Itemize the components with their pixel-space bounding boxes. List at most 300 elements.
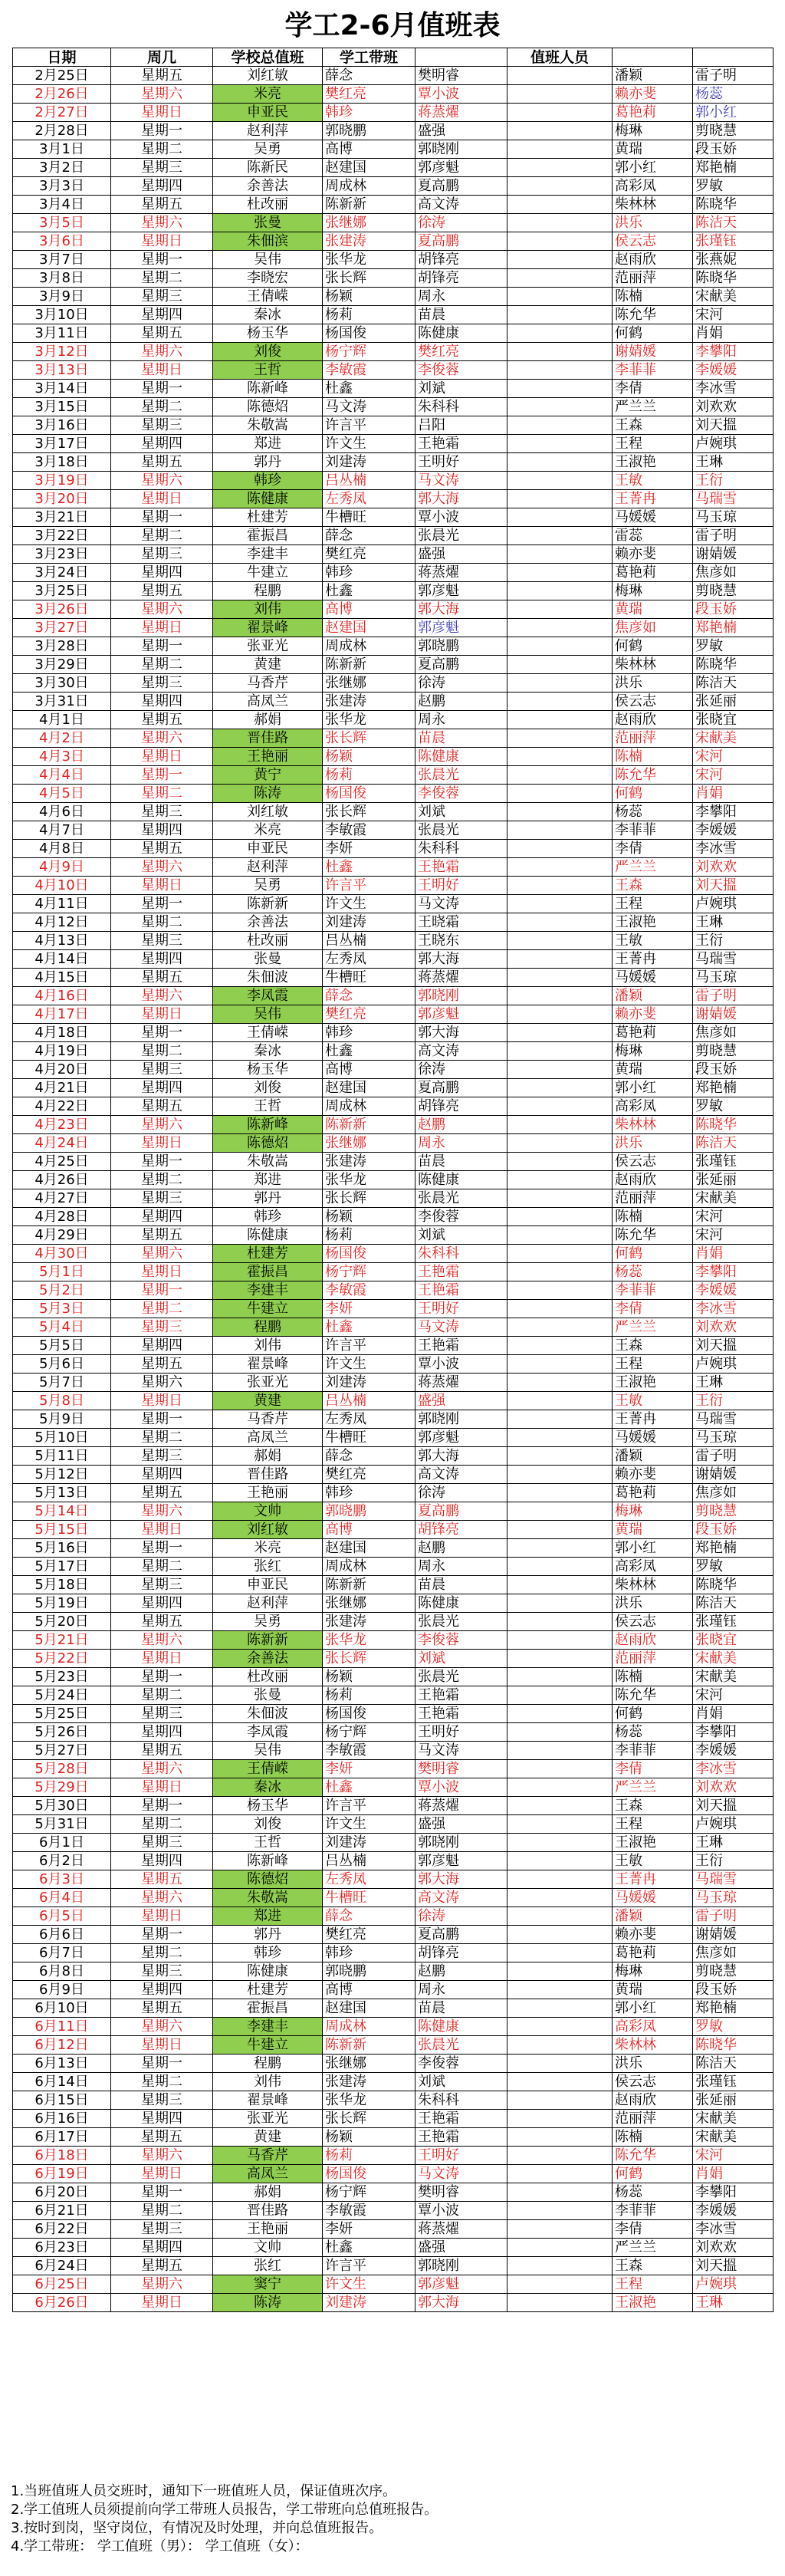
cell-staff: 李冰雪 <box>693 840 774 858</box>
cell-blank <box>507 1466 613 1484</box>
cell-staff: 葛艳莉 <box>613 104 693 122</box>
cell-staff: 马玉琼 <box>693 969 774 987</box>
cell-school-duty: 赵利萍 <box>213 1594 323 1613</box>
cell-leader: 韩珍 <box>323 564 415 582</box>
cell-date: 6月4日 <box>13 1889 111 1907</box>
cell-blank <box>507 564 613 582</box>
cell-blank <box>507 2055 613 2073</box>
cell-staff: 刘欢欢 <box>693 858 774 877</box>
cell-weekday: 星期四 <box>111 2239 213 2257</box>
table-row <box>13 1245 774 1263</box>
cell-staff: 雷子明 <box>693 1907 774 1926</box>
cell-staff: 王衍 <box>693 472 774 490</box>
cell-blank <box>507 343 613 361</box>
cell-staff: 葛艳莉 <box>613 1024 693 1042</box>
cell-staff: 马文涛 <box>415 472 507 490</box>
cell-school-duty: 陈新峰 <box>213 380 323 398</box>
cell-leader: 许文生 <box>323 895 415 913</box>
cell-staff: 赖亦斐 <box>613 1926 693 1944</box>
cell-blank <box>507 1558 613 1576</box>
cell-date: 3月8日 <box>13 269 111 288</box>
cell-staff: 柴林林 <box>613 656 693 674</box>
cell-leader: 李敏霞 <box>323 1281 415 1300</box>
table-row <box>13 2110 774 2128</box>
cell-leader: 张华龙 <box>323 2091 415 2110</box>
cell-staff: 马媛媛 <box>613 508 693 527</box>
cell-weekday: 星期日 <box>111 104 213 122</box>
cell-blank <box>507 85 613 104</box>
cell-school-duty: 朱佃波 <box>213 1705 323 1723</box>
cell-staff: 赵雨欣 <box>613 1631 693 1650</box>
cell-staff: 王森 <box>613 416 693 435</box>
header-blank <box>693 48 774 67</box>
cell-staff: 赵雨欣 <box>613 251 693 269</box>
table-row <box>13 1650 774 1668</box>
cell-staff: 王淑艳 <box>613 1834 693 1852</box>
cell-staff: 谢婧媛 <box>613 343 693 361</box>
table-row <box>13 1668 774 1686</box>
cell-blank <box>507 858 613 877</box>
cell-staff: 雷子明 <box>693 67 774 85</box>
cell-weekday: 星期三 <box>111 1576 213 1594</box>
cell-school-duty: 王哲 <box>213 361 323 380</box>
cell-staff: 王艳霜 <box>415 858 507 877</box>
cell-blank <box>507 1208 613 1226</box>
cell-staff: 郭晓鹏 <box>415 637 507 656</box>
cell-weekday: 星期五 <box>111 1226 213 1245</box>
cell-weekday: 星期四 <box>111 435 213 453</box>
cell-weekday: 星期四 <box>111 1594 213 1613</box>
cell-blank <box>507 1999 613 2018</box>
cell-staff: 王菁冉 <box>613 490 693 508</box>
cell-date: 4月13日 <box>13 932 111 950</box>
cell-staff: 何鹤 <box>613 324 693 343</box>
cell-weekday: 星期日 <box>111 1907 213 1926</box>
cell-leader: 杨国俊 <box>323 1705 415 1723</box>
table-row <box>13 1926 774 1944</box>
cell-school-duty: 米亮 <box>213 85 323 104</box>
cell-school-duty: 杜改丽 <box>213 932 323 950</box>
cell-school-duty: 黄建 <box>213 2128 323 2147</box>
cell-school-duty: 陈新峰 <box>213 1116 323 1134</box>
cell-staff: 夏高鹏 <box>415 232 507 251</box>
table-row <box>13 104 774 122</box>
cell-staff: 郭晓刚 <box>415 2257 507 2275</box>
cell-blank <box>507 269 613 288</box>
cell-staff: 张晨光 <box>415 527 507 545</box>
cell-date: 4月28日 <box>13 1208 111 1226</box>
cell-school-duty: 李晓宏 <box>213 269 323 288</box>
cell-staff: 高文涛 <box>415 196 507 214</box>
cell-staff: 宋献美 <box>693 288 774 306</box>
cell-staff: 王明好 <box>415 453 507 472</box>
cell-leader: 杨莉 <box>323 1686 415 1705</box>
table-row <box>13 324 774 343</box>
cell-weekday: 星期三 <box>111 932 213 950</box>
cell-staff: 葛艳莉 <box>613 564 693 582</box>
cell-leader: 刘建涛 <box>323 1834 415 1852</box>
table-row <box>13 2091 774 2110</box>
cell-staff: 王敏 <box>613 1852 693 1870</box>
cell-staff: 张瑾钰 <box>693 2073 774 2091</box>
cell-leader: 杨宁辉 <box>323 2183 415 2202</box>
cell-leader: 樊红亮 <box>323 85 415 104</box>
table-row <box>13 858 774 877</box>
cell-staff: 蒋蒸燿 <box>415 1374 507 1392</box>
cell-staff: 徐涛 <box>415 1061 507 1079</box>
cell-staff: 胡锋亮 <box>415 269 507 288</box>
cell-staff: 王菁冉 <box>613 1410 693 1429</box>
cell-staff: 徐涛 <box>415 214 507 232</box>
cell-staff: 刘欢欢 <box>693 1778 774 1797</box>
cell-leader: 杜鑫 <box>323 1778 415 1797</box>
cell-blank <box>507 1153 613 1171</box>
cell-weekday: 星期日 <box>111 2294 213 2312</box>
table-row <box>13 1208 774 1226</box>
cell-blank <box>507 1005 613 1024</box>
cell-staff: 潘颖 <box>613 1447 693 1466</box>
cell-blank <box>507 380 613 398</box>
cell-leader: 刘建涛 <box>323 1374 415 1392</box>
cell-weekday: 星期六 <box>111 600 213 619</box>
cell-staff: 李菲菲 <box>613 361 693 380</box>
cell-staff: 陈健康 <box>415 1171 507 1189</box>
cell-staff: 覃小波 <box>415 1778 507 1797</box>
table-row <box>13 527 774 545</box>
cell-blank <box>507 1189 613 1208</box>
cell-leader: 杨宁辉 <box>323 1723 415 1742</box>
cell-weekday: 星期五 <box>111 1999 213 2018</box>
cell-date: 5月3日 <box>13 1300 111 1318</box>
cell-weekday: 星期六 <box>111 343 213 361</box>
cell-staff: 王琳 <box>693 453 774 472</box>
cell-staff: 杨蕊 <box>613 1723 693 1742</box>
cell-staff: 宋河 <box>693 1208 774 1226</box>
cell-weekday: 星期一 <box>111 1410 213 1429</box>
cell-leader: 陈新新 <box>323 656 415 674</box>
header-blank <box>415 48 507 67</box>
cell-date: 3月3日 <box>13 177 111 196</box>
cell-staff: 盛强 <box>415 1815 507 1834</box>
table-row <box>13 1189 774 1208</box>
table-row <box>13 1981 774 1999</box>
cell-school-duty: 余善法 <box>213 177 323 196</box>
table-row <box>13 1281 774 1300</box>
cell-staff: 盛强 <box>415 1392 507 1410</box>
cell-staff: 刘斌 <box>415 380 507 398</box>
cell-school-duty: 吴伟 <box>213 1005 323 1024</box>
cell-staff: 马文涛 <box>415 2165 507 2183</box>
cell-leader: 张建涛 <box>323 693 415 711</box>
cell-weekday: 星期三 <box>111 1834 213 1852</box>
cell-date: 6月19日 <box>13 2165 111 2183</box>
cell-blank <box>507 472 613 490</box>
cell-blank <box>507 2036 613 2055</box>
cell-staff: 剪晓慧 <box>693 1042 774 1061</box>
cell-blank <box>507 288 613 306</box>
cell-school-duty: 陈涛 <box>213 785 323 803</box>
cell-staff: 高彩凤 <box>613 2018 693 2036</box>
cell-school-duty: 杨玉华 <box>213 324 323 343</box>
cell-staff: 肖娟 <box>693 1705 774 1723</box>
cell-blank <box>507 1024 613 1042</box>
cell-staff: 胡锋亮 <box>415 251 507 269</box>
cell-date: 6月11日 <box>13 2018 111 2036</box>
cell-leader: 陈新新 <box>323 1116 415 1134</box>
table-row <box>13 1042 774 1061</box>
cell-leader: 许文生 <box>323 1815 415 1834</box>
cell-date: 5月26日 <box>13 1723 111 1742</box>
cell-leader: 陈新新 <box>323 2036 415 2055</box>
cell-weekday: 星期三 <box>111 545 213 564</box>
cell-staff: 柴林林 <box>613 1576 693 1594</box>
cell-staff: 马文涛 <box>415 895 507 913</box>
cell-date: 3月26日 <box>13 600 111 619</box>
table-row <box>13 1061 774 1079</box>
cell-blank <box>507 969 613 987</box>
cell-staff: 潘颖 <box>613 67 693 85</box>
cell-staff: 王淑艳 <box>613 2294 693 2312</box>
cell-blank <box>507 1116 613 1134</box>
table-row <box>13 508 774 527</box>
cell-staff: 张瑾钰 <box>693 1613 774 1631</box>
cell-date: 4月14日 <box>13 950 111 969</box>
cell-weekday: 星期一 <box>111 637 213 656</box>
cell-staff: 肖娟 <box>693 2165 774 2183</box>
cell-staff: 王淑艳 <box>613 453 693 472</box>
cell-school-duty: 陈新新 <box>213 895 323 913</box>
cell-weekday: 星期日 <box>111 490 213 508</box>
cell-blank <box>507 729 613 748</box>
cell-staff: 苗晨 <box>415 1153 507 1171</box>
cell-weekday: 星期一 <box>111 895 213 913</box>
cell-staff: 王明好 <box>415 1300 507 1318</box>
cell-school-duty: 刘伟 <box>213 600 323 619</box>
cell-blank <box>507 600 613 619</box>
cell-school-duty: 王艳丽 <box>213 1484 323 1502</box>
cell-staff: 徐涛 <box>415 1484 507 1502</box>
cell-weekday: 星期五 <box>111 2128 213 2147</box>
cell-weekday: 星期六 <box>111 1760 213 1778</box>
table-row <box>13 748 774 766</box>
cell-staff: 侯云志 <box>613 2073 693 2091</box>
table-row <box>13 729 774 748</box>
cell-staff: 郑艳楠 <box>693 1079 774 1097</box>
header-weekday: 周几 <box>111 48 213 67</box>
cell-staff: 张晨光 <box>415 1189 507 1208</box>
table-row <box>13 453 774 472</box>
cell-staff: 侯云志 <box>613 232 693 251</box>
cell-weekday: 星期日 <box>111 1392 213 1410</box>
table-row <box>13 1944 774 1962</box>
cell-date: 5月24日 <box>13 1686 111 1705</box>
cell-staff: 王艳霜 <box>415 1686 507 1705</box>
cell-leader: 樊红亮 <box>323 1466 415 1484</box>
cell-staff: 夏高鹏 <box>415 1502 507 1521</box>
cell-school-duty: 陈新新 <box>213 1631 323 1650</box>
cell-staff: 王菁冉 <box>613 1870 693 1889</box>
table-row <box>13 711 774 729</box>
cell-leader: 赵建国 <box>323 159 415 177</box>
cell-school-duty: 郝娟 <box>213 2183 323 2202</box>
cell-blank <box>507 693 613 711</box>
cell-staff: 宋河 <box>693 748 774 766</box>
cell-leader: 薛念 <box>323 987 415 1005</box>
cell-staff: 王艳霜 <box>415 1705 507 1723</box>
cell-leader: 张建涛 <box>323 1153 415 1171</box>
cell-leader: 张长辉 <box>323 1189 415 1208</box>
cell-date: 6月24日 <box>13 2257 111 2275</box>
table-row <box>13 637 774 656</box>
cell-staff: 宋河 <box>693 1226 774 1245</box>
cell-staff: 梅琳 <box>613 1042 693 1061</box>
cell-date: 5月13日 <box>13 1484 111 1502</box>
cell-staff: 陈晓华 <box>693 1576 774 1594</box>
cell-weekday: 星期六 <box>111 85 213 104</box>
cell-staff: 马媛媛 <box>613 1889 693 1907</box>
cell-blank <box>507 1907 613 1926</box>
cell-blank <box>507 2073 613 2091</box>
cell-staff: 焦彦如 <box>693 1024 774 1042</box>
cell-staff: 夏高鹏 <box>415 1079 507 1097</box>
cell-staff: 高彩凤 <box>613 177 693 196</box>
cell-blank <box>507 2275 613 2294</box>
cell-school-duty: 李建丰 <box>213 545 323 564</box>
cell-staff: 黄瑞 <box>613 140 693 159</box>
cell-leader: 高博 <box>323 140 415 159</box>
cell-blank <box>507 1097 613 1116</box>
cell-weekday: 星期六 <box>111 1502 213 1521</box>
cell-weekday: 星期五 <box>111 2257 213 2275</box>
table-row <box>13 67 774 85</box>
table-row <box>13 877 774 895</box>
cell-weekday: 星期一 <box>111 1024 213 1042</box>
table-row <box>13 2055 774 2073</box>
cell-leader: 周成林 <box>323 1558 415 1576</box>
cell-blank <box>507 619 613 637</box>
cell-school-duty: 吴勇 <box>213 1613 323 1631</box>
cell-staff: 赵鹏 <box>415 1539 507 1558</box>
table-row <box>13 159 774 177</box>
cell-staff: 苗晨 <box>415 729 507 748</box>
cell-weekday: 星期四 <box>111 950 213 969</box>
cell-blank <box>507 877 613 895</box>
cell-staff: 焦彦如 <box>693 1484 774 1502</box>
cell-blank <box>507 1484 613 1502</box>
cell-staff: 李俊蓉 <box>415 1631 507 1650</box>
cell-date: 6月12日 <box>13 2036 111 2055</box>
cell-staff: 赵雨欣 <box>613 1171 693 1189</box>
cell-staff: 谢婧媛 <box>693 1005 774 1024</box>
table-row <box>13 1410 774 1429</box>
cell-school-duty: 刘红敏 <box>213 1521 323 1539</box>
cell-date: 3月6日 <box>13 232 111 251</box>
cell-blank <box>507 1852 613 1870</box>
cell-staff: 黄瑞 <box>613 1981 693 1999</box>
header-date: 日期 <box>13 48 111 67</box>
cell-date: 5月5日 <box>13 1337 111 1355</box>
cell-staff: 刘天搵 <box>693 416 774 435</box>
cell-blank <box>507 232 613 251</box>
cell-leader: 杨宁辉 <box>323 343 415 361</box>
cell-staff: 张瑾钰 <box>693 1153 774 1171</box>
cell-staff: 侯云志 <box>613 1153 693 1171</box>
cell-staff: 赖亦斐 <box>613 1005 693 1024</box>
cell-weekday: 星期五 <box>111 582 213 600</box>
cell-school-duty: 刘俊 <box>213 343 323 361</box>
cell-date: 6月21日 <box>13 2202 111 2220</box>
cell-staff: 盛强 <box>415 545 507 564</box>
cell-staff: 郑艳楠 <box>693 159 774 177</box>
cell-staff: 柴林林 <box>613 2036 693 2055</box>
cell-staff: 王艳霜 <box>415 435 507 453</box>
cell-weekday: 星期四 <box>111 1723 213 1742</box>
cell-date: 6月8日 <box>13 1962 111 1981</box>
cell-leader: 薛念 <box>323 1447 415 1466</box>
cell-leader: 李妍 <box>323 2220 415 2239</box>
cell-staff: 陈晓华 <box>693 269 774 288</box>
cell-date: 3月10日 <box>13 306 111 324</box>
cell-blank <box>507 1079 613 1097</box>
cell-blank <box>507 324 613 343</box>
cell-staff: 陈健康 <box>415 2018 507 2036</box>
cell-blank <box>507 251 613 269</box>
cell-blank <box>507 1318 613 1337</box>
cell-leader: 周成林 <box>323 177 415 196</box>
cell-blank <box>507 1686 613 1705</box>
header-staff: 值班人员 <box>507 48 613 67</box>
cell-weekday: 星期三 <box>111 159 213 177</box>
header-leader: 学工带班 <box>323 48 415 67</box>
table-row <box>13 619 774 637</box>
cell-staff: 李菲菲 <box>613 821 693 840</box>
cell-staff: 范丽萍 <box>613 729 693 748</box>
cell-school-duty: 赵利萍 <box>213 858 323 877</box>
cell-blank <box>507 1245 613 1263</box>
cell-weekday: 星期日 <box>111 232 213 251</box>
cell-school-duty: 李凤霞 <box>213 1723 323 1742</box>
cell-leader: 杨莉 <box>323 766 415 785</box>
cell-staff: 梅琳 <box>613 122 693 140</box>
cell-date: 6月20日 <box>13 2183 111 2202</box>
cell-weekday: 星期二 <box>111 1300 213 1318</box>
cell-date: 3月4日 <box>13 196 111 214</box>
cell-leader: 张建涛 <box>323 232 415 251</box>
table-row <box>13 2220 774 2239</box>
cell-leader: 薛念 <box>323 527 415 545</box>
cell-staff: 杨蕊 <box>613 803 693 821</box>
cell-date: 5月15日 <box>13 1521 111 1539</box>
cell-date: 3月30日 <box>13 674 111 693</box>
cell-blank <box>507 932 613 950</box>
cell-date: 4月20日 <box>13 1061 111 1079</box>
cell-date: 3月2日 <box>13 159 111 177</box>
cell-weekday: 星期四 <box>111 821 213 840</box>
cell-weekday: 星期二 <box>111 527 213 545</box>
cell-weekday: 星期三 <box>111 416 213 435</box>
cell-date: 4月24日 <box>13 1134 111 1153</box>
cell-school-duty: 霍振昌 <box>213 527 323 545</box>
cell-staff: 王敏 <box>613 1392 693 1410</box>
notes <box>11 2482 774 2556</box>
table-row <box>13 1705 774 1723</box>
cell-blank <box>507 2165 613 2183</box>
cell-date: 3月18日 <box>13 453 111 472</box>
cell-school-duty: 郝娟 <box>213 711 323 729</box>
cell-leader: 陈新新 <box>323 196 415 214</box>
table-row <box>13 1005 774 1024</box>
cell-staff: 剪晓慧 <box>693 1962 774 1981</box>
